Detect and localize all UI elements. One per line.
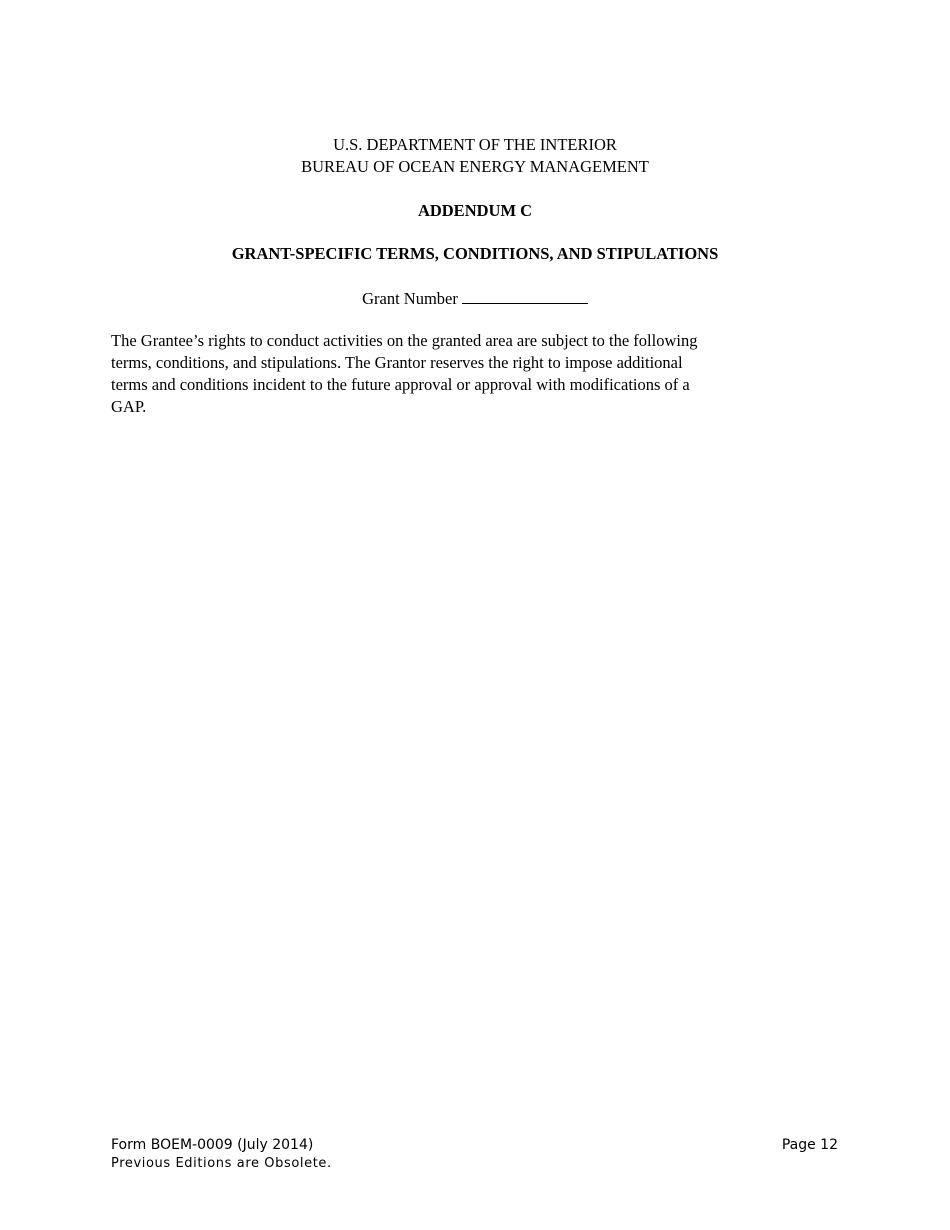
grant-number-blank <box>462 287 588 304</box>
grant-number-row <box>0 287 950 310</box>
footer-form-info <box>111 1135 332 1173</box>
addendum-heading: ADDENDUM C <box>417 201 533 220</box>
department-name: U.S. DEPARTMENT OF THE INTERIOR <box>333 135 617 154</box>
grant-number-label: Grant Number <box>362 289 458 308</box>
form-id: Form BOEM-0009 (July 2014) <box>111 1137 314 1153</box>
editions-note: Previous Editions are Obsolete. <box>111 1156 332 1171</box>
page-number: Page 12 <box>781 1137 838 1153</box>
document-title: GRANT-SPECIFIC TERMS, CONDITIONS, AND STIPULATIONS <box>231 244 719 263</box>
body-paragraph: The Grantee’s rights to conduct activities on the granted area are subject to the following terms, conditions, and stipulations. The Grantor reserves the right to impose additional terms and conditions incident to the future approval or approval with modifications of a GAP. <box>111 331 698 416</box>
bureau-name: BUREAU OF OCEAN ENERGY MANAGEMENT <box>301 157 649 176</box>
agency-header <box>0 134 950 178</box>
